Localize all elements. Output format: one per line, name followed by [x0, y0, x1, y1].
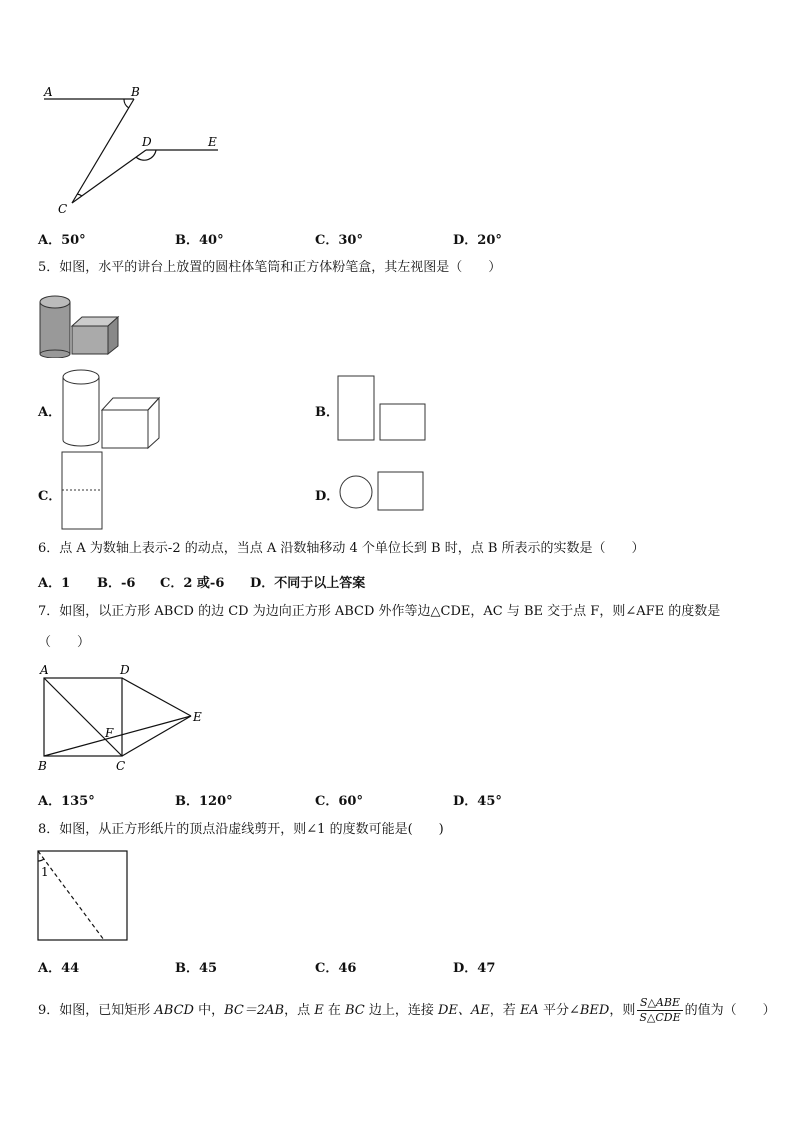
- q4-label-b: B: [131, 85, 140, 99]
- q7-label-a: A: [40, 663, 49, 677]
- q5-option-c[interactable]: C．: [38, 489, 62, 504]
- q9-fraction-den: S△CDE: [639, 1011, 681, 1024]
- q9-text-mid1: 中，: [193, 1003, 225, 1018]
- q5-option-b[interactable]: B．: [315, 405, 339, 420]
- q4-label-d: D: [142, 135, 152, 149]
- q5-option-d-figure: [336, 469, 428, 513]
- q7-question: 7．如图，以正方形 ABCD 的边 CD 为边向正方形 ABCD 外作等边△CDE，AC 与 BE 交于点 F，则∠AFE 的度数是: [38, 604, 721, 619]
- q5-option-c-figure: [60, 450, 106, 532]
- q9-text-mid6: 平分∠: [538, 1003, 580, 1018]
- q7-label-b: B: [38, 759, 47, 773]
- q9-e: E: [314, 1003, 324, 1018]
- q8-option-d[interactable]: D．47: [453, 961, 496, 976]
- q7-label-c: C: [116, 759, 126, 773]
- q5-option-a[interactable]: A．: [38, 405, 62, 420]
- q9-eq: BC＝2AB: [224, 1003, 285, 1018]
- q7-option-a[interactable]: A．135°: [38, 794, 95, 809]
- q9-text-mid2: ，点: [284, 1003, 315, 1018]
- q6-question: 6．点 A 为数轴上表示-2 的动点，当点 A 沿数轴移动 4 个单位长到 B 时，点 B 所表示的实数是（ ）: [38, 541, 645, 556]
- q5-option-a-figure: [60, 368, 164, 450]
- q5-option-d[interactable]: D．: [315, 489, 340, 504]
- q9-abcd: ABCD: [154, 1003, 194, 1018]
- q5-question: 5．如图，水平的讲台上放置的圆柱体笔筒和正方体粉笔盒，其左视图是（ ）: [38, 260, 502, 275]
- q8-angle-label: 1: [41, 865, 49, 879]
- q7-label-f: F: [105, 726, 114, 740]
- q7-figure: [34, 662, 210, 774]
- q4-label-e: E: [208, 135, 217, 149]
- q9-bed: BED: [579, 1003, 610, 1018]
- q5-main-figure: [38, 292, 120, 358]
- q9-text-mid7: ，则: [609, 1003, 636, 1018]
- q5-option-b-figure: [336, 374, 430, 444]
- q4-label-c: C: [58, 202, 68, 216]
- q9-de-ae: DE、AE: [438, 1003, 490, 1018]
- q9-bc: BC: [344, 1003, 365, 1018]
- q6-option-a[interactable]: A．1: [38, 576, 71, 591]
- q9-fraction-num: S△ABE: [637, 996, 682, 1011]
- q4-option-d[interactable]: D．20°: [453, 233, 502, 248]
- q4-option-c[interactable]: C．30°: [315, 233, 363, 248]
- q7-label-d: D: [120, 663, 130, 677]
- q8-option-a[interactable]: A．44: [38, 961, 80, 976]
- q6-option-c[interactable]: C．2 或-6: [160, 576, 225, 591]
- q9-text-mid4: 边上，连接: [364, 1003, 438, 1018]
- q9-question: [38, 996, 776, 1025]
- q7-question-cont: （ ）: [38, 635, 91, 650]
- q6-option-b[interactable]: B．-6: [97, 576, 136, 591]
- q9-text-mid3: 在: [323, 1003, 345, 1018]
- q8-question: 8．如图，从正方形纸片的顶点沿虚线剪开，则∠1 的度数可能是( ): [38, 822, 444, 837]
- q8-figure: [36, 849, 132, 943]
- q9-text-suffix: 的值为（ ）: [684, 1003, 776, 1018]
- q8-option-b[interactable]: B．45: [175, 961, 218, 976]
- q9-ea: EA: [519, 1003, 539, 1018]
- q7-label-e: E: [193, 710, 202, 724]
- q6-option-d[interactable]: D．不同于以上答案: [250, 576, 366, 591]
- q7-option-b[interactable]: B．120°: [175, 794, 233, 809]
- q9-fraction: [637, 996, 682, 1025]
- q4-label-a: A: [44, 85, 53, 99]
- q7-option-d[interactable]: D．45°: [453, 794, 502, 809]
- q9-text-prefix: 9．如图，已知矩形: [38, 1003, 155, 1018]
- q9-text-mid5: ，若: [489, 1003, 520, 1018]
- q4-option-b[interactable]: B．40°: [175, 233, 224, 248]
- q4-figure: [38, 82, 228, 220]
- q8-option-c[interactable]: C．46: [315, 961, 357, 976]
- q7-option-c[interactable]: C．60°: [315, 794, 363, 809]
- q4-option-a[interactable]: A．50°: [38, 233, 86, 248]
